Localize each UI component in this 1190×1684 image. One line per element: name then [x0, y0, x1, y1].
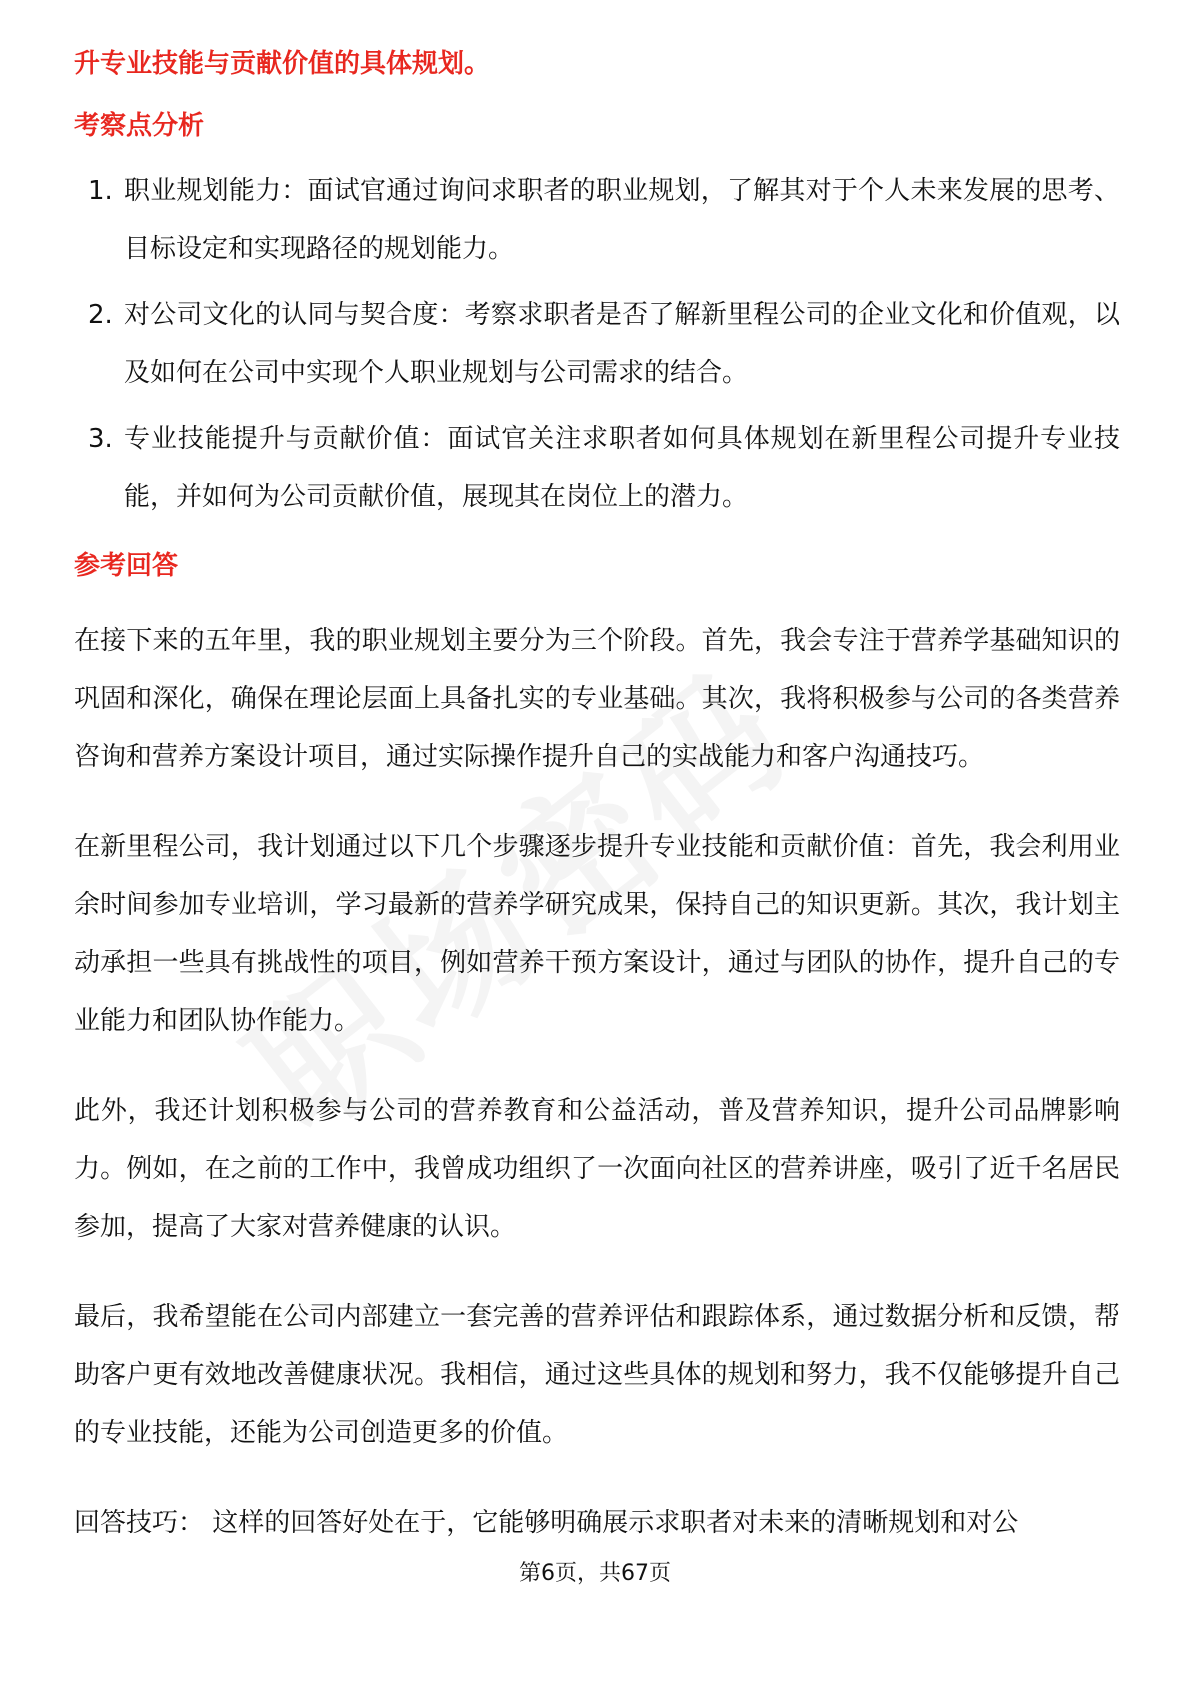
list-number: 2.: [88, 300, 113, 330]
analysis-item: [74, 410, 1120, 526]
analysis-item-text: 对公司文化的认同与契合度：考察求职者是否了解新里程公司的企业文化和价值观，以及如何在公司中实现个人职业规划与公司需求的结合。: [124, 300, 1120, 388]
analysis-heading: 考察点分析: [74, 111, 205, 141]
analysis-item: [74, 286, 1120, 402]
answer-paragraph: 在接下来的五年里，我的职业规划主要分为三个阶段。首先，我会专注于营养学基础知识的巩固和深化，确保在理论层面上具备扎实的专业基础。其次，我将积极参与公司的各类营养咨询和营养方案设计项目，通过实际操作提升自己的实战能力和客户沟通技巧。: [74, 626, 1120, 772]
answer-paragraph: 此外，我还计划积极参与公司的营养教育和公益活动，普及营养知识，提升公司品牌影响力。例如，在之前的工作中，我曾成功组织了一次面向社区的营养讲座，吸引了近千名居民参加，提高了大家对营养健康的认识。: [74, 1096, 1120, 1242]
analysis-item: [74, 162, 1120, 278]
answer-heading: 参考回答: [74, 551, 179, 581]
analysis-item-text: 职业规划能力：面试官通过询问求职者的职业规划，了解其对于个人未来发展的思考、目标设定和实现路径的规划能力。: [124, 176, 1120, 264]
answer-paragraph: 最后，我希望能在公司内部建立一套完善的营养评估和跟踪体系，通过数据分析和反馈，帮助客户更有效地改善健康状况。我相信，通过这些具体的规划和努力，我不仅能够提升自己的专业技能，还能为公司创造更多的价值。: [74, 1302, 1120, 1448]
list-number: 1.: [88, 176, 113, 206]
answer-tip: 回答技巧： 这样的回答好处在于，它能够明确展示求职者对未来的清晰规划和对公: [74, 1508, 1019, 1538]
intro-heading: 升专业技能与贡献价值的具体规划。: [74, 49, 491, 79]
answer-paragraph: 在新里程公司，我计划通过以下几个步骤逐步提升专业技能和贡献价值：首先，我会利用业余时间参加专业培训，学习最新的营养学研究成果，保持自己的知识更新。其次，我计划主动承担一些具有挑战性的项目，例如营养干预方案设计，通过与团队的协作，提升自己的专业能力和团队协作能力。: [74, 832, 1120, 1036]
analysis-list: [74, 162, 1120, 526]
list-number: 3.: [88, 424, 113, 454]
page-content: [74, 44, 1120, 1552]
analysis-item-text: 专业技能提升与贡献价值：面试官关注求职者如何具体规划在新里程公司提升专业技能，并如何为公司贡献价值，展现其在岗位上的潜力。: [124, 424, 1120, 512]
page-number: 第6页，共67页: [519, 1561, 671, 1586]
